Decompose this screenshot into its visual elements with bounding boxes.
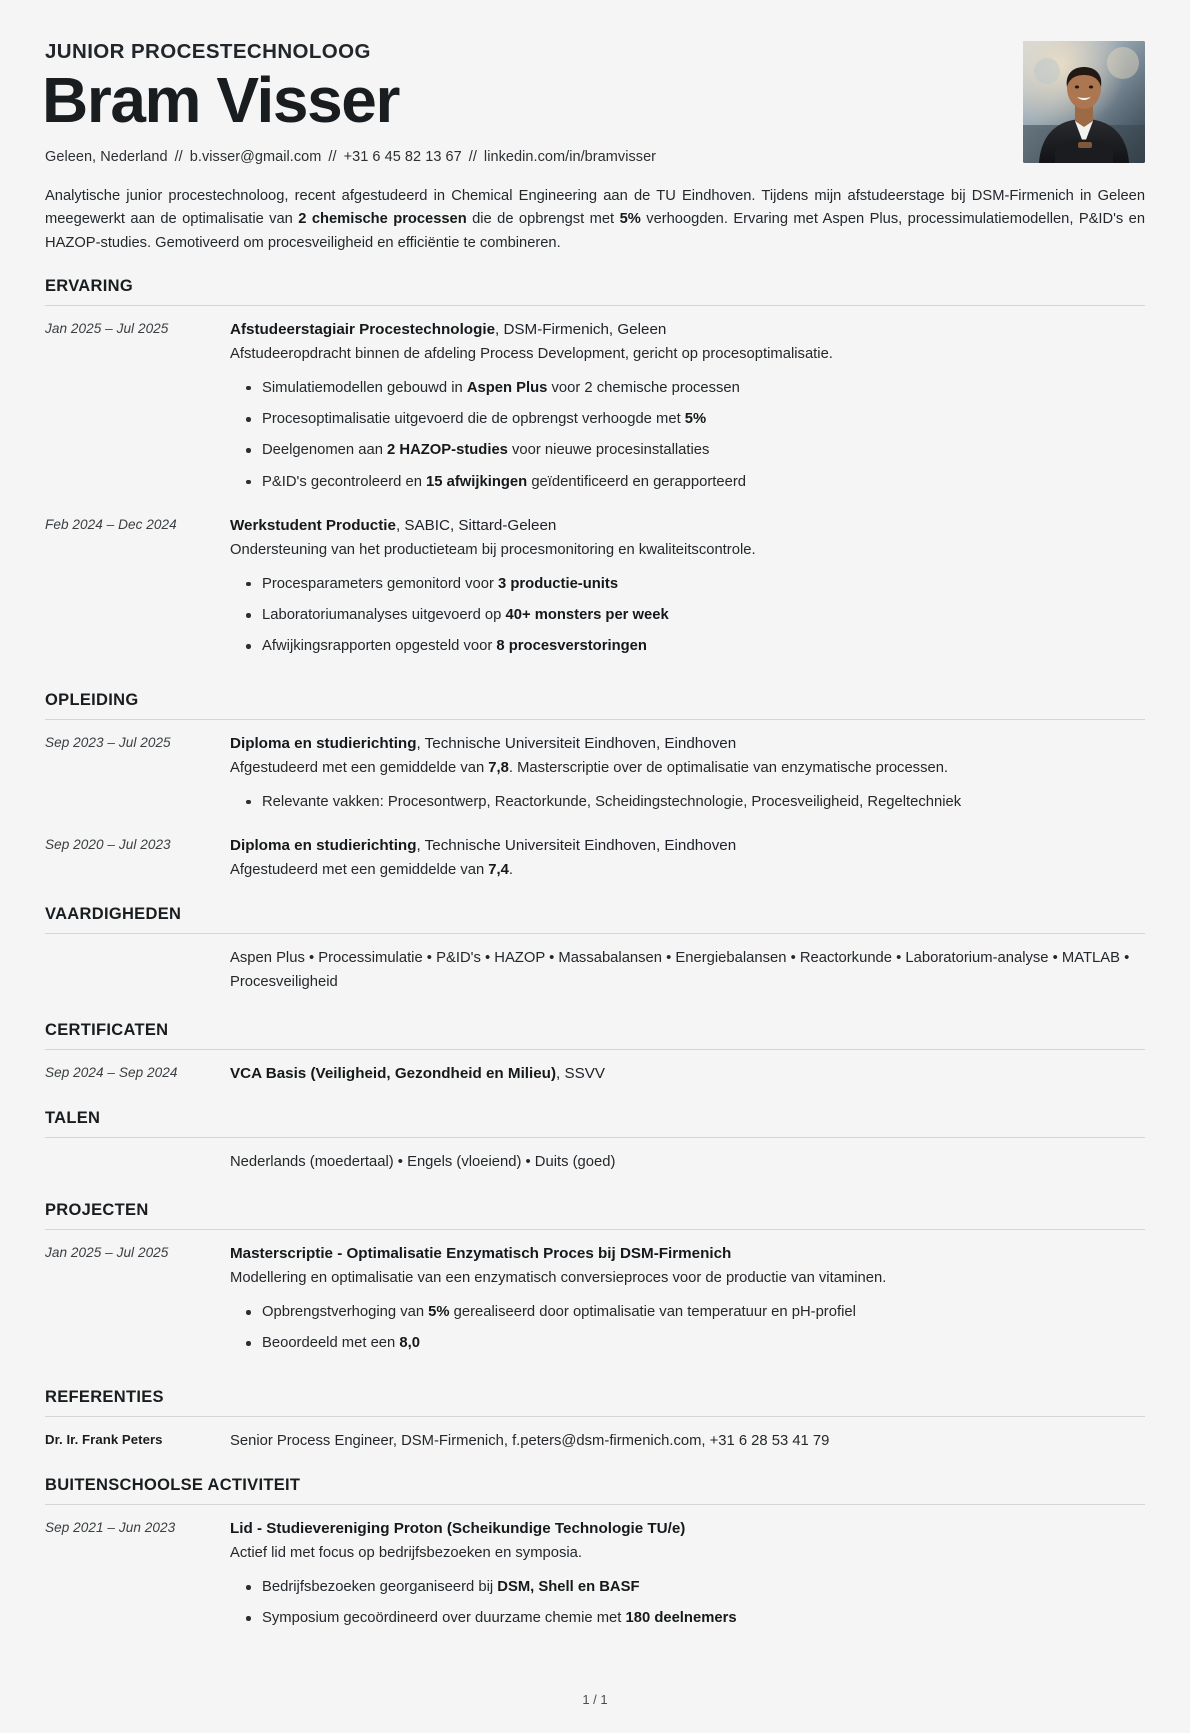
bullet-text-bold: 2 HAZOP-studies: [387, 442, 508, 459]
bullet-text-bold: Aspen Plus: [466, 379, 548, 396]
bullet-text-pre: Relevante vakken: Procesontwerp, Reactorkunde, Scheidingstechnologie, Procesveiligheid, Regeltechniek: [262, 793, 962, 810]
section-title-projects: PROJECTEN: [45, 1201, 149, 1220]
desc-post: . Masterscriptie over de optimalisatie van enzymatische processen.: [508, 759, 949, 776]
entry-degree: Diploma en studierichting: [230, 836, 417, 854]
entry-date: Sep 2021 – Jun 2023: [45, 1519, 176, 1535]
list-item: [262, 635, 1140, 657]
profile-summary: [45, 185, 1145, 255]
skills-list: Aspen Plus • Processimulatie • P&ID's • HAZOP • Massabalansen • Energiebalansen • Reactorkunde • Laboratorium-analyse • MATLAB • Procesveiligheid: [230, 950, 1130, 991]
contact-separator: //: [174, 149, 183, 166]
desc-pre: Afgestudeerd met een gemiddelde van: [230, 759, 489, 776]
entry-bullet-list: [230, 573, 1140, 658]
bullet-text-pre: P&ID's gecontroleerd en: [262, 473, 427, 490]
spacer: [45, 1151, 230, 1175]
contact-phone[interactable]: +31 6 45 82 13 67: [343, 149, 462, 166]
entry-description: Ondersteuning van het productieteam bij procesmonitoring en kwaliteitscontrole.: [230, 541, 756, 558]
section-title-languages: TALEN: [45, 1109, 101, 1128]
entry-institution: , Technische Universiteit Eindhoven, Eindhoven: [416, 836, 737, 854]
entry-description: Modellering en optimalisatie van een enzymatisch conversieproces voor de productie van vitaminen.: [230, 1270, 887, 1287]
entry-heading: [230, 1243, 1140, 1265]
reference-details: Senior Process Engineer, DSM-Firmenich, f.peters@dsm-firmenich.com, +31 6 28 53 41 79: [230, 1432, 830, 1449]
bullet-text-bold: 5%: [428, 1304, 450, 1321]
list-item: [262, 1607, 1140, 1629]
bullet-text-bold: 3 productie-units: [498, 575, 619, 592]
certificate-entry: [45, 1050, 1145, 1087]
list-item: [262, 377, 1140, 399]
candidate-name: Bram Visser: [42, 64, 400, 136]
bullet-text-pre: Simulatiemodellen gebouwd in: [262, 379, 467, 396]
experience-entry: [45, 504, 1145, 669]
entry-date: Sep 2020 – Jul 2023: [45, 836, 171, 852]
list-item: [262, 1332, 1140, 1354]
desc-pre: Afgestudeerd met een gemiddelde van: [230, 861, 489, 878]
section-skills: [45, 905, 1145, 999]
bullet-text-bold: 15 afwijkingen: [426, 473, 528, 490]
desc-grade: 7,4: [488, 861, 509, 878]
entry-description: Afstudeeropdracht binnen de afdeling Process Development, gericht op procesoptimalisatie.: [230, 345, 833, 362]
entry-bullet-list: [230, 1576, 1140, 1629]
section-title-references: REFERENTIES: [45, 1387, 164, 1406]
bullet-text-pre: Afwijkingsrapporten opgesteld voor: [262, 638, 497, 655]
entry-heading: [230, 319, 1140, 341]
entry-body: [230, 1518, 1145, 1639]
contact-linkedin[interactable]: linkedin.com/in/bramvisser: [483, 149, 657, 166]
bullet-text-post: gerealiseerd door optimalisatie van temperatuur en pH-profiel: [449, 1304, 856, 1321]
entry-description: [230, 859, 1140, 881]
contact-separator: //: [468, 149, 477, 166]
list-item: [262, 1576, 1140, 1598]
entry-body: [230, 1063, 1145, 1085]
section-certificates: [45, 1021, 1145, 1087]
summary-part-3: verhoogden. Ervaring met Aspen Plus, processimulatiemodellen, P&ID's en HAZOP-studies. Gemotiveerd om procesveiligheid en efficiëntie te combineren.: [45, 211, 1146, 251]
entry-body: [230, 319, 1145, 502]
summary-bold-2: 5%: [619, 211, 641, 228]
section-references: [45, 1388, 1145, 1454]
bullet-text-pre: Laboratoriumanalyses uitgevoerd op: [262, 607, 506, 624]
experience-entry: [45, 306, 1145, 504]
summary-part-2: die de opbrengst met: [466, 211, 620, 228]
entry-date: Jan 2025 – Jul 2025: [45, 320, 169, 336]
entry-description: [230, 757, 1140, 779]
section-title-extracurricular: BUITENSCHOOLSE ACTIVITEIT: [45, 1475, 301, 1494]
summary-bold-1: 2 chemische processen: [298, 211, 467, 228]
bullet-text-pre: Procesoptimalisatie uitgevoerd die de opbrengst verhoogde met: [262, 411, 685, 428]
entry-body: [230, 733, 1145, 822]
entry-date: Feb 2024 – Dec 2024: [45, 516, 177, 532]
activity-title: Lid - Studievereniging Proton (Scheikundige Technologie TU/e): [230, 1519, 686, 1537]
entry-body: [230, 1243, 1145, 1364]
entry-bullet-list: [230, 377, 1140, 493]
entry-institution: , Technische Universiteit Eindhoven, Eindhoven: [416, 734, 737, 752]
reference-name: Dr. Ir. Frank Peters: [45, 1431, 163, 1447]
contact-separator: //: [328, 149, 337, 166]
section-experience: [45, 277, 1145, 669]
section-languages: [45, 1109, 1145, 1179]
entry-heading: [230, 733, 1140, 755]
entry-heading: [230, 1518, 1140, 1540]
contact-location: Geleen, Nederland: [45, 149, 168, 166]
summary-part-1: Analytische junior procestechnoloog, recent afgestudeerd in Chemical Engineering aan de TU Eindhoven. Tijdens mijn afstudeerstage bij DSM-Firmenich in Geleen meegewerkt aan de optimalisatie van: [45, 188, 1145, 228]
spacer: [45, 947, 230, 995]
entry-org: , SABIC, Sittard-Geleen: [395, 516, 557, 534]
page-indicator: 1 / 1: [582, 1692, 608, 1708]
bullet-text-bold: 40+ monsters per week: [505, 607, 669, 624]
section-title-education: OPLEIDING: [45, 690, 139, 709]
entry-body: [230, 835, 1145, 881]
bullet-text-post: voor 2 chemische processen: [547, 379, 740, 396]
certificate-issuer: , SSVV: [556, 1065, 605, 1083]
entry-org: , DSM-Firmenich, Geleen: [495, 320, 667, 338]
education-entry: [45, 720, 1145, 824]
languages-row: [45, 1138, 1145, 1179]
entry-body: [230, 1430, 1145, 1452]
bullet-text-pre: Symposium gecoördineerd over duurzame chemie met: [262, 1610, 626, 1627]
entry-body: [230, 515, 1145, 667]
bullet-text-pre: Opbrengstverhoging van: [262, 1304, 429, 1321]
entry-degree: Diploma en studierichting: [230, 734, 417, 752]
section-education: [45, 691, 1145, 884]
entry-date: Sep 2024 – Sep 2024: [45, 1065, 178, 1081]
job-title: JUNIOR PROCESTECHNOLOOG: [45, 40, 371, 63]
entry-date: Sep 2023 – Jul 2025: [45, 734, 171, 750]
bullet-text-pre: Deelgenomen aan: [262, 442, 388, 459]
bullet-text-bold: 180 deelnemers: [625, 1610, 737, 1627]
bullet-text-bold: 8 procesverstoringen: [496, 638, 647, 655]
reference-entry: [45, 1417, 1145, 1454]
contact-email[interactable]: b.visser@gmail.com: [189, 149, 322, 166]
project-entry: [45, 1230, 1145, 1366]
section-extracurricular: [45, 1476, 1145, 1641]
contact-line: [45, 149, 1023, 165]
bullet-text-pre: Procesparameters gemonitord voor: [262, 575, 499, 592]
section-projects: [45, 1201, 1145, 1366]
bullet-text-pre: Bedrijfsbezoeken georganiseerd bij: [262, 1579, 498, 1596]
entry-role: Werkstudent Productie: [230, 516, 396, 534]
desc-post: .: [508, 861, 513, 878]
list-item: [262, 408, 1140, 430]
list-item: [262, 604, 1140, 626]
entry-heading: [230, 515, 1140, 537]
entry-heading: [230, 835, 1140, 857]
entry-heading: [230, 1063, 1140, 1085]
education-entry: [45, 824, 1145, 883]
certificate-name: VCA Basis (Veiligheid, Gezondheid en Milieu): [230, 1065, 557, 1083]
list-item: [262, 439, 1140, 461]
skills-row: [45, 934, 1145, 999]
entry-description: Actief lid met focus op bedrijfsbezoeken en symposia.: [230, 1544, 583, 1561]
list-item: [262, 1301, 1140, 1323]
extracurricular-entry: [45, 1505, 1145, 1641]
profile-photo: [1023, 41, 1145, 163]
section-title-skills: VAARDIGHEDEN: [45, 905, 182, 924]
entry-bullet-list: [230, 791, 1140, 813]
entry-role: Afstudeerstagiair Procestechnologie: [230, 320, 496, 338]
entry-bullet-list: [230, 1301, 1140, 1354]
bullet-text-bold: 5%: [684, 411, 707, 428]
section-title-experience: ERVARING: [45, 276, 133, 295]
bullet-text-post: voor nieuwe procesinstallaties: [507, 442, 710, 459]
section-title-certificates: CERTIFICATEN: [45, 1021, 169, 1040]
bullet-text-pre: Beoordeeld met een: [262, 1335, 400, 1352]
desc-grade: 7,8: [488, 759, 509, 776]
header-text-block: [42, 36, 1023, 166]
bullet-text-bold: 8,0: [399, 1335, 420, 1352]
languages-list: Nederlands (moedertaal) • Engels (vloeiend) • Duits (goed): [230, 1154, 616, 1171]
list-item: [262, 791, 1140, 813]
bullet-text-post: geïdentificeerd en gerapporteerd: [527, 473, 747, 490]
list-item: [262, 471, 1140, 493]
entry-date: Jan 2025 – Jul 2025: [45, 1245, 169, 1261]
project-title: Masterscriptie - Optimalisatie Enzymatisch Proces bij DSM-Firmenich: [230, 1245, 732, 1263]
list-item: [262, 573, 1140, 595]
bullet-text-bold: DSM, Shell en BASF: [497, 1579, 640, 1596]
resume-header: [42, 36, 1145, 166]
